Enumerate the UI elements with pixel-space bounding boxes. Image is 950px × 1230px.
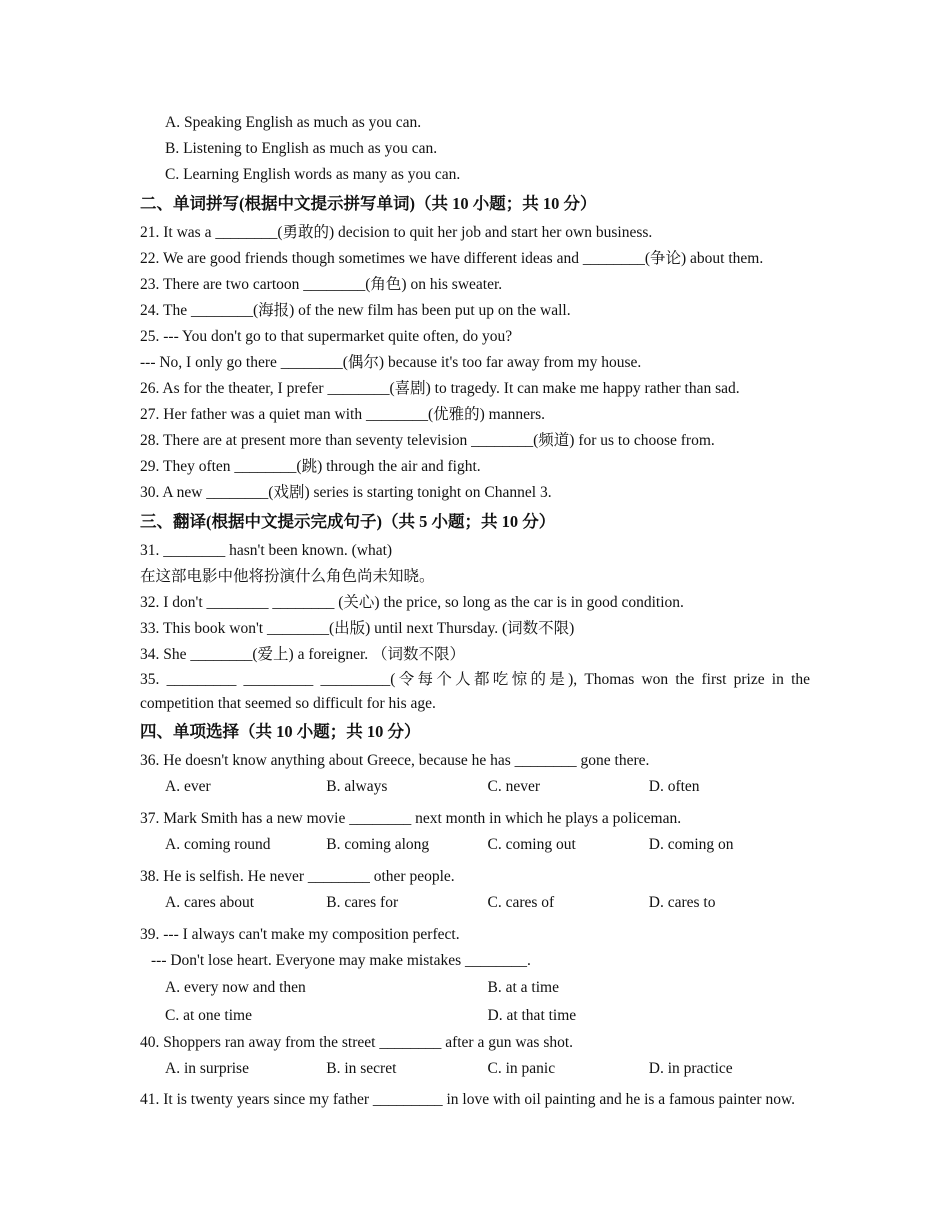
exam-page <box>140 110 810 1112</box>
option-d: D. coming on <box>648 836 734 853</box>
question-40-options <box>140 1056 810 1082</box>
question-21: 21. It was a ________(勇敢的) decision to quit her job and start her own business. <box>140 224 653 241</box>
question-36: 36. He doesn't know anything about Greece, because he has ________ gone there. <box>140 752 650 769</box>
option-a: A. coming round <box>165 836 271 853</box>
question-29: 29. They often ________(跳) through the air and fight. <box>140 458 481 475</box>
option-d: D. at that time <box>487 1007 577 1024</box>
question-41: 41. It is twenty years since my father _________ in love with oil painting and he is a famous painter now. <box>140 1091 796 1108</box>
option-a: A. cares about <box>165 894 255 911</box>
option-a: A. Speaking English as much as you can. <box>165 114 422 131</box>
option-a: A. every now and then <box>165 979 306 996</box>
question-30: 30. A new ________(戏剧) series is starting tonight on Channel 3. <box>140 484 552 501</box>
question-28: 28. There are at present more than seventy television ________(频道) for us to choose from. <box>140 432 715 449</box>
question-35: 35. _________ _________ _________(令每个人都吃惊的是), Thomas won the first prize in the competition that seemed so difficult for his age. <box>140 671 810 712</box>
option-d: D. cares to <box>648 894 716 911</box>
question-25-reply: --- No, I only go there ________(偶尔) because it's too far away from my house. <box>140 354 642 371</box>
option-b: B. Listening to English as much as you can. <box>165 140 438 157</box>
question-39-reply: --- Don't lose heart. Everyone may make mistakes ________. <box>151 952 531 969</box>
section-heading-spelling: 二、单词拼写(根据中文提示拼写单词)（共 10 小题；共 10 分） <box>140 194 597 213</box>
question-38: 38. He is selfish. He never ________ other people. <box>140 868 455 885</box>
question-39-options-row1 <box>140 974 810 1002</box>
section-heading-multiple-choice: 四、单项选择（共 10 小题；共 10 分） <box>140 722 421 741</box>
question-37: 37. Mark Smith has a new movie ________ next month in which he plays a policeman. <box>140 810 682 827</box>
question-34: 34. She ________(爱上) a foreigner. （词数不限） <box>140 646 466 663</box>
question-39: 39. --- I always can't make my composition perfect. <box>140 926 460 943</box>
option-c: C. coming out <box>487 836 576 853</box>
option-b: B. cares for <box>326 894 399 911</box>
option-d: D. often <box>648 778 700 795</box>
question-33: 33. This book won't ________(出版) until next Thursday. (词数不限) <box>140 620 575 637</box>
option-b: B. in secret <box>326 1060 397 1077</box>
question-25: 25. --- You don't go to that supermarket quite often, do you? <box>140 328 513 345</box>
option-d: D. in practice <box>648 1060 733 1077</box>
question-37-options <box>140 832 810 858</box>
question-39-options-row2 <box>140 1002 810 1030</box>
question-40: 40. Shoppers ran away from the street ________ after a gun was shot. <box>140 1034 574 1051</box>
option-a: A. ever <box>165 778 211 795</box>
option-c: C. Learning English words as many as you can. <box>165 166 461 183</box>
question-38-options <box>140 890 810 916</box>
question-23: 23. There are two cartoon ________(角色) on his sweater. <box>140 276 503 293</box>
question-27: 27. Her father was a quiet man with ________(优雅的) manners. <box>140 406 546 423</box>
option-c: C. cares of <box>487 894 555 911</box>
question-22: 22. We are good friends though sometimes we have different ideas and ________(争论) about them. <box>140 250 764 267</box>
option-b: B. at a time <box>487 979 559 996</box>
question-32: 32. I don't ________ ________ (关心) the price, so long as the car is in good condition. <box>140 594 684 611</box>
question-31-chinese: 在这部电影中他将扮演什么角色尚未知晓。 <box>140 568 435 585</box>
question-36-options <box>140 774 810 800</box>
option-c: C. in panic <box>487 1060 556 1077</box>
question-26: 26. As for the theater, I prefer ________(喜剧) to tragedy. It can make me happy rather than sad. <box>140 380 740 397</box>
option-c: C. never <box>487 778 541 795</box>
question-24: 24. The ________(海报) of the new film has been put up on the wall. <box>140 302 571 319</box>
option-b: B. always <box>326 778 388 795</box>
option-b: B. coming along <box>326 836 430 853</box>
option-c: C. at one time <box>165 1007 252 1024</box>
question-31: 31. ________ hasn't been known. (what) <box>140 542 393 559</box>
option-a: A. in surprise <box>165 1060 249 1077</box>
section-heading-translation: 三、翻译(根据中文提示完成句子)（共 5 小题；共 10 分） <box>140 512 556 531</box>
